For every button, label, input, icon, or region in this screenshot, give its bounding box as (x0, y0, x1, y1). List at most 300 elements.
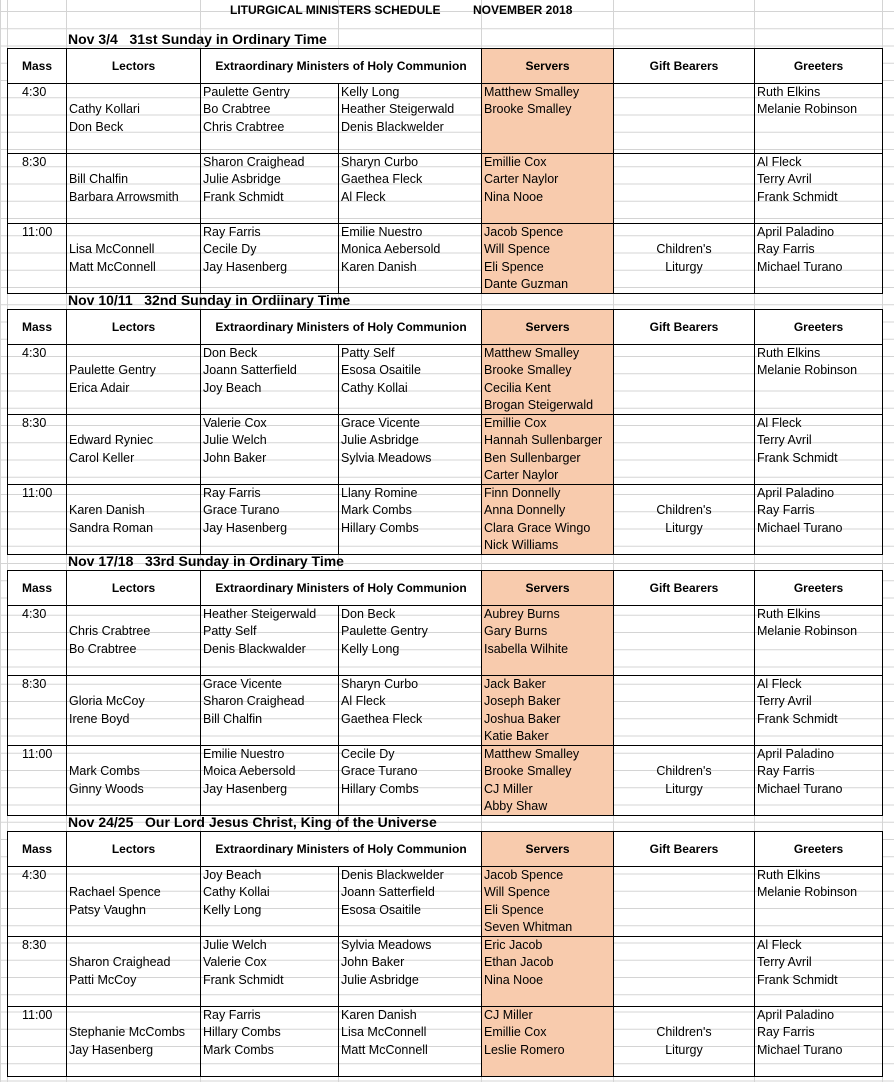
cell-line: Edward Ryniec (69, 433, 154, 448)
table-cell (614, 154, 755, 224)
cell-line (614, 485, 754, 502)
cell-line (339, 1059, 481, 1076)
table-cell (614, 676, 755, 746)
cell-line: Liturgy (665, 520, 703, 535)
column-header-lectors: Lectors (67, 832, 201, 867)
table-cell (8, 84, 67, 154)
cell-line: John Baker (203, 450, 267, 465)
table-cell (339, 345, 482, 415)
cell-line (482, 658, 613, 675)
cell-line: Paulette Gentry (203, 85, 290, 99)
cell-line: Liturgy (665, 1042, 703, 1057)
column-header-ministers: Extraordinary Ministers of Holy Communion (201, 571, 482, 606)
table-cell (67, 485, 201, 555)
mass-time: 11:00 (22, 486, 53, 500)
cell-line: Patsy Vaughn (69, 902, 146, 917)
cell-line: Abby Shaw (484, 798, 548, 813)
cell-line (755, 119, 882, 136)
cell-line: Grace Turano (203, 503, 280, 518)
table-cell (67, 345, 201, 415)
mass-row (8, 676, 883, 746)
cell-line: Hannah Sullenbarger (484, 433, 603, 448)
cell-line: Cecile Dy (203, 242, 257, 257)
cell-line: Aubrey Burns (484, 607, 560, 621)
cell-line (614, 606, 754, 623)
cell-line: Kelly Long (341, 85, 400, 99)
table-cell (482, 485, 614, 555)
cell-line: Brooke Smalley (484, 764, 572, 779)
cell-line: Karen Danish (341, 1008, 417, 1022)
column-header-greeters: Greeters (755, 49, 883, 84)
cell-line (755, 467, 882, 484)
schedule-table (7, 309, 883, 555)
cell-line: Leslie Romero (484, 1042, 565, 1057)
table-cell (614, 415, 755, 485)
mass-time: 8:30 (22, 938, 47, 952)
cell-line: Emillie Cox (484, 1025, 547, 1040)
cell-line (201, 919, 338, 936)
cell-line (482, 1059, 613, 1076)
cell-line (614, 658, 754, 675)
table-cell (482, 606, 614, 676)
cell-line (201, 206, 338, 223)
table-cell (482, 1007, 614, 1077)
table-cell (201, 154, 339, 224)
cell-line: Eli Spence (484, 259, 544, 274)
cell-line: Chris Crabtree (69, 624, 151, 639)
cell-line (614, 224, 754, 241)
cell-line: Matthew Smalley (484, 85, 580, 99)
cell-line (614, 867, 754, 884)
column-header-ministers: Extraordinary Ministers of Holy Communion (201, 832, 482, 867)
mass-time: 4:30 (22, 868, 47, 882)
table-cell (67, 867, 201, 937)
cell-line (614, 937, 754, 954)
cell-line: Al Fleck (341, 694, 386, 709)
cell-line (614, 623, 754, 640)
cell-line: Sylvia Meadows (341, 938, 432, 952)
cell-line: Children's (656, 764, 712, 779)
cell-line: Hillary Combs (203, 1025, 281, 1040)
cell-line: Don Beck (69, 119, 124, 134)
header-row (8, 49, 883, 84)
cell-line: Joseph Baker (484, 694, 561, 709)
cell-line: Jack Baker (484, 677, 546, 691)
cell-line: Bo Crabtree (203, 102, 271, 117)
table-cell (339, 415, 482, 485)
mass-row (8, 485, 883, 555)
cell-line: Matthew Smalley (484, 346, 580, 360)
cell-line: Esosa Osaitile (341, 363, 421, 378)
cell-line: Jay Hasenberg (203, 520, 288, 535)
column-header-mass: Mass (8, 571, 67, 606)
cell-line (67, 1059, 200, 1076)
cell-line: Anna Donnelly (484, 503, 566, 518)
column-header-greeters: Greeters (755, 832, 883, 867)
schedule-month: NOVEMBER 2018 (473, 3, 573, 17)
cell-line: Will Spence (484, 885, 550, 900)
table-cell (67, 415, 201, 485)
cell-line (755, 919, 882, 936)
cell-line (614, 362, 754, 379)
cell-line (755, 537, 882, 554)
cell-line: Joshua Baker (484, 711, 561, 726)
cell-line: Bill Chalfin (69, 172, 129, 187)
table-cell (8, 937, 67, 1007)
cell-line: Melanie Robinson (757, 885, 858, 900)
cell-line: Monica Aebersold (341, 242, 441, 257)
cell-line: Karen Danish (341, 259, 417, 274)
table-cell (482, 224, 614, 294)
cell-line: Valerie Cox (203, 416, 267, 430)
table-cell (614, 224, 755, 294)
cell-line: Ray Farris (203, 1008, 261, 1022)
cell-line: Joann Satterfield (341, 885, 435, 900)
table-cell (755, 1007, 883, 1077)
mass-row (8, 154, 883, 224)
cell-line: Cecilia Kent (484, 380, 551, 395)
cell-line (339, 397, 481, 414)
cell-line: CJ Miller (484, 1008, 533, 1022)
cell-line (614, 119, 754, 136)
cell-line: John Baker (341, 955, 405, 970)
cell-line: Melanie Robinson (757, 102, 858, 117)
column-header-servers: Servers (482, 49, 614, 84)
cell-line: Sharon Craighead (69, 955, 171, 970)
cell-line: Gloria McCoy (69, 694, 145, 709)
mass-row (8, 84, 883, 154)
mass-row (8, 746, 883, 816)
cell-line (614, 1007, 754, 1024)
column-header-lectors: Lectors (67, 49, 201, 84)
cell-line (614, 154, 754, 171)
table-cell (755, 867, 883, 937)
table-cell (755, 154, 883, 224)
cell-line: Ruth Elkins (757, 346, 821, 360)
cell-line: Joy Beach (203, 380, 262, 395)
column-header-servers: Servers (482, 832, 614, 867)
table-cell (339, 606, 482, 676)
cell-line (201, 989, 338, 1006)
cell-line: Hillary Combs (341, 520, 419, 535)
cell-line: Children's (656, 242, 712, 257)
cell-line: Ben Sullenbarger (484, 450, 581, 465)
cell-line (67, 415, 200, 432)
cell-line: Valerie Cox (203, 955, 267, 970)
cell-line: Michael Turano (757, 1042, 843, 1057)
cell-line: Don Beck (203, 346, 258, 360)
cell-line: Al Fleck (757, 416, 802, 430)
table-cell (755, 84, 883, 154)
cell-line (67, 746, 200, 763)
week-title: Nov 24/25 Our Lord Jesus Christ, King of the Universe (68, 814, 437, 830)
cell-line: Frank Schmidt (757, 450, 838, 465)
table-cell (755, 345, 883, 415)
mass-row (8, 606, 883, 676)
cell-line: Sharon Craighead (203, 155, 305, 169)
table-cell (482, 676, 614, 746)
table-cell (755, 746, 883, 816)
cell-line (482, 989, 613, 1006)
table-cell (482, 84, 614, 154)
cell-line: Don Beck (341, 607, 396, 621)
cell-line (614, 276, 754, 293)
cell-line: Gaethea Fleck (341, 172, 423, 187)
cell-line: Heather Steigerwald (203, 607, 317, 621)
cell-line: Finn Donnelly (484, 486, 561, 500)
table-cell (614, 485, 755, 555)
table-cell (8, 676, 67, 746)
schedule-table (7, 831, 883, 1077)
cell-line: Erica Adair (69, 380, 130, 395)
cell-line: Isabella Wilhite (484, 641, 569, 656)
cell-line: Clara Grace Wingo (484, 520, 591, 535)
column-header-servers: Servers (482, 310, 614, 345)
table-cell (482, 154, 614, 224)
cell-line: Liturgy (665, 259, 703, 274)
cell-line: Carter Naylor (484, 172, 559, 187)
column-header-ministers: Extraordinary Ministers of Holy Communion (201, 310, 482, 345)
cell-line (614, 728, 754, 745)
cell-line (482, 119, 613, 136)
cell-line (614, 884, 754, 901)
cell-line (67, 206, 200, 223)
cell-line (614, 676, 754, 693)
table-cell (614, 345, 755, 415)
cell-line (201, 397, 338, 414)
cell-line (67, 345, 200, 362)
cell-line: Nina Nooe (484, 972, 544, 987)
cell-line: Patti McCoy (69, 972, 137, 987)
mass-row (8, 1007, 883, 1077)
cell-line: Julie Asbridge (341, 972, 419, 987)
cell-line: Matthew Smalley (484, 747, 580, 761)
cell-line: Gaethea Fleck (341, 711, 423, 726)
table-cell (8, 606, 67, 676)
cell-line: Julie Asbridge (341, 433, 419, 448)
cell-line: April Paladino (757, 486, 835, 500)
cell-line: Ruth Elkins (757, 607, 821, 621)
cell-line: Ray Farris (757, 503, 815, 518)
cell-line: CJ Miller (484, 781, 533, 796)
table-cell (201, 224, 339, 294)
cell-line: Barbara Arrowsmith (69, 189, 179, 204)
cell-line: Liturgy (665, 781, 703, 796)
cell-line: Ray Farris (203, 225, 261, 239)
column-header-lectors: Lectors (67, 310, 201, 345)
mass-time: 4:30 (22, 85, 47, 99)
cell-line: Al Fleck (341, 189, 386, 204)
cell-line (614, 136, 754, 153)
table-cell (339, 1007, 482, 1077)
cell-line (482, 206, 613, 223)
cell-line (614, 693, 754, 710)
cell-line (755, 276, 882, 293)
cell-line: Lisa McConnell (341, 1025, 427, 1040)
cell-line: Heather Steigerwald (341, 102, 455, 117)
table-cell (482, 867, 614, 937)
column-header-greeters: Greeters (755, 571, 883, 606)
cell-line: Jacob Spence (484, 868, 564, 882)
table-cell (201, 84, 339, 154)
cell-line: Michael Turano (757, 520, 843, 535)
cell-line (67, 919, 200, 936)
table-cell (67, 937, 201, 1007)
column-header-servers: Servers (482, 571, 614, 606)
cell-line: Terry Avril (757, 172, 812, 187)
cell-line (67, 1007, 200, 1024)
cell-line (67, 136, 200, 153)
cell-line: Jacob Spence (484, 225, 564, 239)
table-cell (339, 676, 482, 746)
mass-row (8, 415, 883, 485)
cell-line: Ray Farris (757, 1025, 815, 1040)
cell-line: Brooke Smalley (484, 363, 572, 378)
mass-time: 4:30 (22, 607, 47, 621)
cell-line (755, 1059, 882, 1076)
cell-line (201, 728, 338, 745)
cell-line: Eli Spence (484, 902, 544, 917)
cell-line (614, 746, 754, 763)
cell-line (755, 658, 882, 675)
cell-line: Cecile Dy (341, 747, 395, 761)
cell-line: Children's (656, 503, 712, 518)
cell-line: Michael Turano (757, 259, 843, 274)
table-cell (755, 937, 883, 1007)
cell-line: Bo Crabtree (69, 641, 137, 656)
cell-line (339, 537, 481, 554)
cell-line: Nina Nooe (484, 189, 544, 204)
schedule-table (7, 570, 883, 816)
cell-line (614, 798, 754, 815)
cell-line (614, 919, 754, 936)
cell-line: Eric Jacob (484, 938, 543, 952)
cell-line: Children's (656, 1025, 712, 1040)
cell-line: Jay Hasenberg (69, 1042, 154, 1057)
cell-line (67, 467, 200, 484)
cell-line: Esosa Osaitile (341, 902, 421, 917)
cell-line (755, 380, 882, 397)
cell-line: Ruth Elkins (757, 85, 821, 99)
cell-line: Ruth Elkins (757, 868, 821, 882)
cell-line (67, 485, 200, 502)
cell-line (339, 658, 481, 675)
mass-time: 8:30 (22, 155, 47, 169)
cell-line: Jay Hasenberg (203, 259, 288, 274)
cell-line (67, 224, 200, 241)
cell-line (339, 989, 481, 1006)
cell-line (201, 658, 338, 675)
table-cell (614, 746, 755, 816)
cell-line (614, 397, 754, 414)
cell-line: Al Fleck (757, 677, 802, 691)
cell-line (614, 902, 754, 919)
table-cell (482, 746, 614, 816)
cell-line: Emillie Cox (484, 155, 547, 169)
cell-line: Frank Schmidt (203, 189, 284, 204)
column-header-gift: Gift Bearers (614, 571, 755, 606)
cell-line (67, 989, 200, 1006)
table-cell (201, 1007, 339, 1077)
cell-line: Joy Beach (203, 868, 262, 882)
cell-line (67, 676, 200, 693)
table-cell (201, 676, 339, 746)
cell-line: Al Fleck (757, 155, 802, 169)
cell-line (67, 154, 200, 171)
mass-row (8, 867, 883, 937)
mass-time: 11:00 (22, 225, 53, 239)
cell-line: Sharyn Curbo (341, 677, 419, 691)
table-cell (614, 937, 755, 1007)
cell-line (614, 467, 754, 484)
cell-line (755, 206, 882, 223)
cell-line: April Paladino (757, 747, 835, 761)
cell-line: Brogan Steigerwald (484, 397, 594, 412)
cell-line (201, 1059, 338, 1076)
cell-line: Kelly Long (203, 902, 262, 917)
schedule-table (7, 48, 883, 294)
cell-line (339, 728, 481, 745)
cell-line: Carol Keller (69, 450, 135, 465)
table-cell (8, 224, 67, 294)
cell-line (755, 989, 882, 1006)
cell-line: Paulette Gentry (69, 363, 156, 378)
table-cell (482, 415, 614, 485)
cell-line: Grace Vicente (341, 416, 420, 430)
column-header-gift: Gift Bearers (614, 310, 755, 345)
table-cell (614, 606, 755, 676)
cell-line: Carter Naylor (484, 467, 559, 482)
cell-line: Emilie Nuestro (341, 225, 423, 239)
cell-line (755, 728, 882, 745)
cell-line: Julie Welch (203, 938, 267, 952)
cell-line (339, 919, 481, 936)
column-header-gift: Gift Bearers (614, 832, 755, 867)
cell-line (755, 902, 882, 919)
column-header-ministers: Extraordinary Ministers of Holy Communion (201, 49, 482, 84)
table-cell (8, 415, 67, 485)
table-cell (8, 867, 67, 937)
table-cell (339, 937, 482, 1007)
week-title: Nov 17/18 33rd Sunday in Ordinary Time (68, 553, 344, 569)
table-cell (201, 937, 339, 1007)
table-cell (67, 154, 201, 224)
cell-line (614, 641, 754, 658)
week-title: Nov 3/4 31st Sunday in Ordinary Time (68, 31, 327, 47)
cell-line: Emilie Nuestro (203, 747, 285, 761)
page-title (0, 3, 894, 21)
table-cell (201, 867, 339, 937)
cell-line: Denis Blackwalder (203, 641, 306, 656)
cell-line (614, 415, 754, 432)
cell-line (339, 136, 481, 153)
table-cell (67, 746, 201, 816)
mass-time: 11:00 (22, 1008, 53, 1022)
cell-line: Sandra Roman (69, 520, 154, 535)
cell-line (755, 641, 882, 658)
cell-line (614, 1059, 754, 1076)
cell-line: Ray Farris (757, 242, 815, 257)
cell-line: Ray Farris (757, 764, 815, 779)
cell-line (614, 189, 754, 206)
column-header-lectors: Lectors (67, 571, 201, 606)
table-cell (201, 485, 339, 555)
cell-line: Mark Combs (203, 1042, 274, 1057)
cell-line: Nick Williams (484, 537, 559, 552)
cell-line (339, 206, 481, 223)
table-cell (339, 746, 482, 816)
cell-line: April Paladino (757, 225, 835, 239)
